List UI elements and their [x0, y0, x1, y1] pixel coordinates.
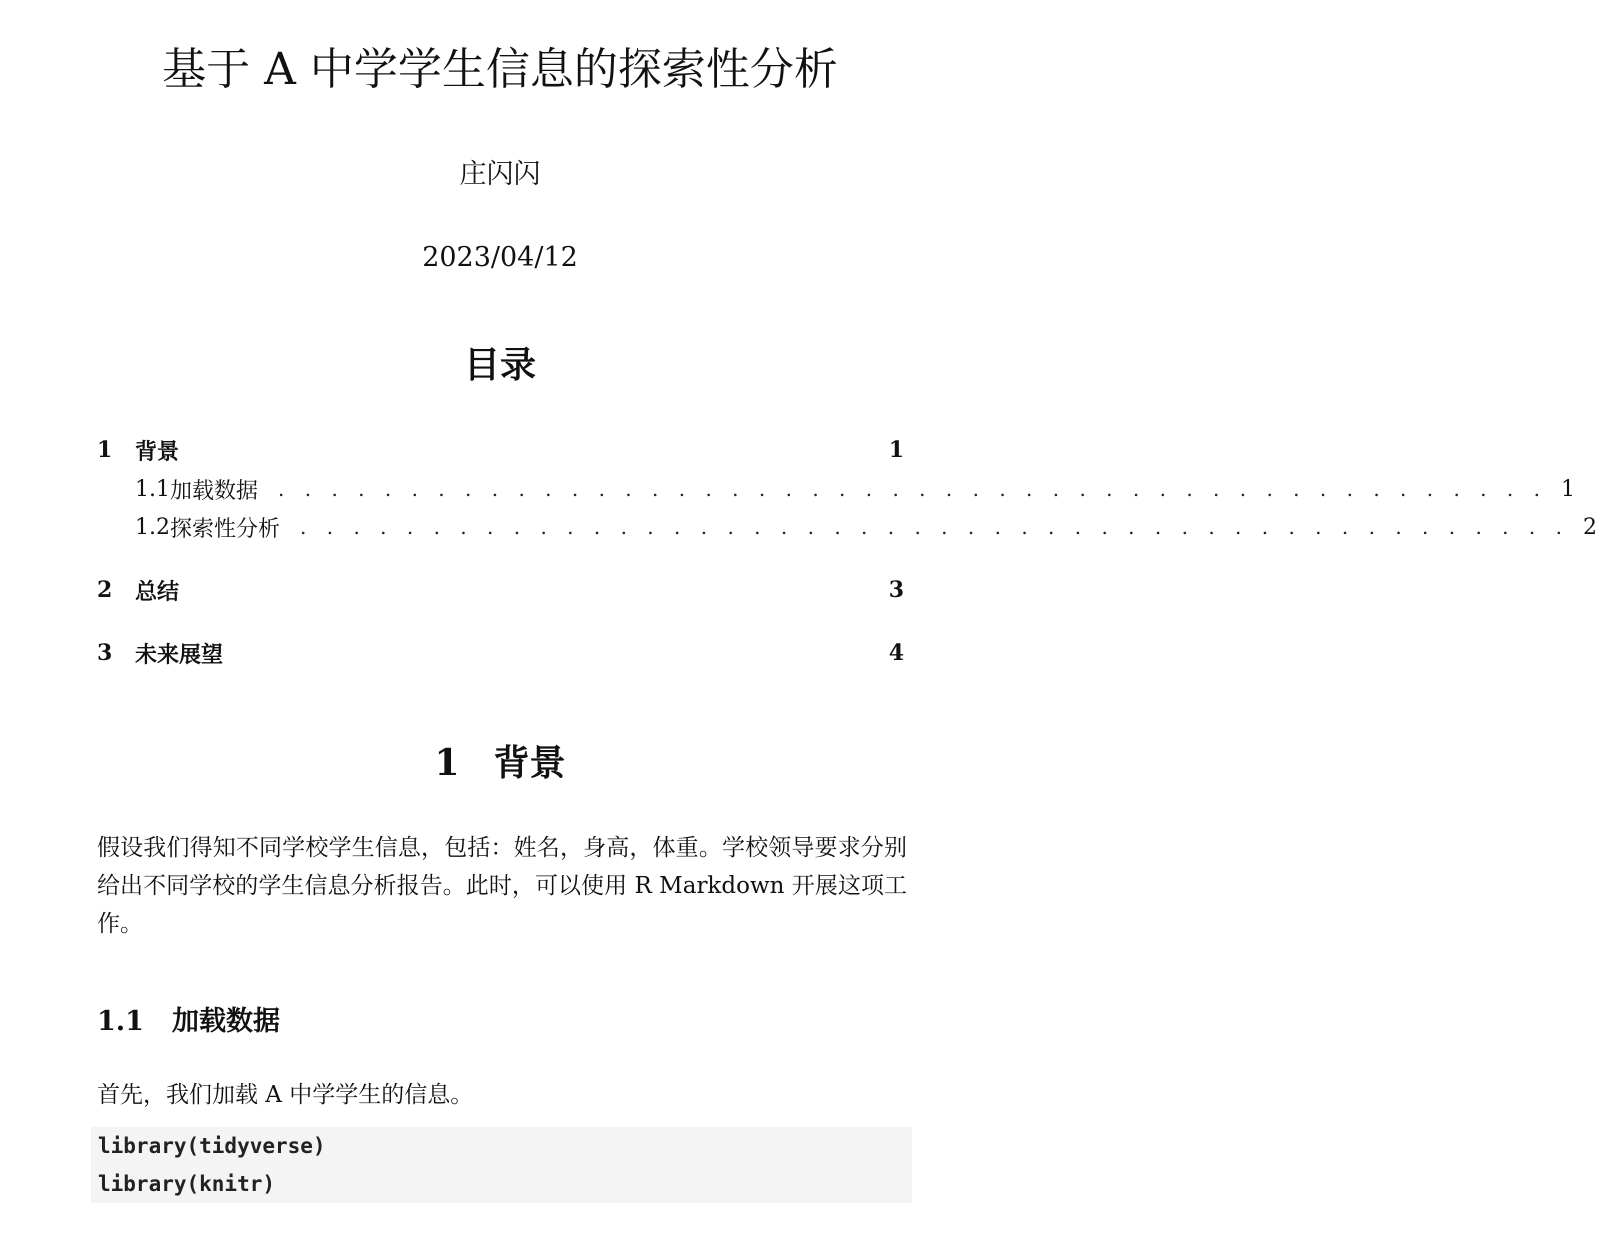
- toc-leader-dots: . . . . . . . . . . . . . . . . . . . . . . . . . . . . . . . . . . . . . . . . . . . . . . . .: [278, 477, 1547, 501]
- toc-entry[interactable]: [97, 472, 1575, 506]
- toc-entry-number: 1.2: [135, 514, 170, 540]
- subsection-title: 加载数据: [171, 1006, 280, 1037]
- document-author: 庄闪闪: [459, 159, 541, 190]
- subsection-paragraph: 首先，我们加载 A 中学学生的信息。: [97, 1082, 474, 1108]
- section-title: 背景: [493, 742, 566, 784]
- section-number: 1: [434, 742, 460, 784]
- toc-entry-page: 4: [888, 640, 904, 666]
- subsection-number: 1.1: [97, 1006, 144, 1037]
- toc-entry-label: 背景: [135, 438, 180, 465]
- toc-entry-page: 2: [1582, 514, 1597, 540]
- toc-entry-number: 1.1: [135, 476, 170, 502]
- toc-entry[interactable]: [97, 510, 1597, 544]
- toc-entry-number: 3: [97, 640, 113, 666]
- toc-entry-number: 2: [97, 577, 113, 603]
- subsection-heading: [97, 1002, 280, 1042]
- toc-entry-page: 3: [888, 577, 904, 603]
- toc-entry[interactable]: [97, 433, 904, 467]
- section-paragraph: 假设我们得知不同学校学生信息，包括：姓名，身高，体重。学校领导要求分别给出不同学校的学生信息分析报告。此时，可以使用 R Markdown 开展这项工作。: [97, 835, 907, 937]
- toc-entry[interactable]: [97, 636, 904, 670]
- toc-entry-label: 总结: [135, 578, 180, 605]
- toc-entry-label: 未来展望: [135, 641, 224, 668]
- toc-leader-dots: . . . . . . . . . . . . . . . . . . . . . . . . . . . . . . . . . . . . . . . . . . . . . . . .: [300, 515, 1569, 539]
- code-block: [91, 1127, 912, 1203]
- toc-entry-page: 1: [888, 437, 904, 463]
- toc-entry-number: 1: [97, 437, 113, 463]
- code-line: library(knitr): [98, 1172, 276, 1196]
- toc-entry[interactable]: [97, 573, 904, 607]
- section-heading: [0, 738, 1000, 788]
- toc-entry-label: 探索性分析: [170, 516, 281, 542]
- toc-entry-page: 1: [1560, 476, 1575, 502]
- document-title: 基于 A 中学学生信息的探索性分析: [162, 44, 838, 95]
- code-line: library(tidyverse): [98, 1134, 326, 1158]
- toc-heading: 目录: [463, 344, 536, 386]
- toc-entry-label: 加载数据: [170, 478, 259, 504]
- document-date: 2023/04/12: [422, 242, 578, 273]
